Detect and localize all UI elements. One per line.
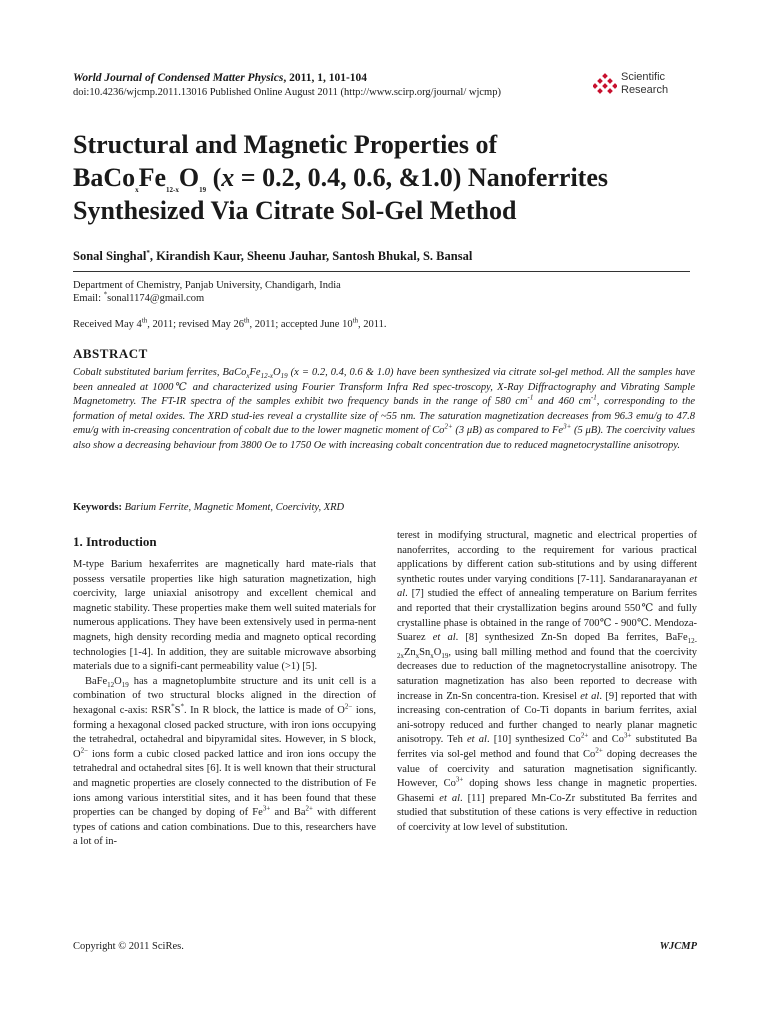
journal-pages: , 2011, 1, 101-104 (283, 72, 368, 84)
publisher-logo (593, 70, 703, 100)
section-heading-introduction: 1. Introduction (73, 534, 157, 549)
title-line-3: Synthesized Via Citrate Sol-Gel Method (73, 196, 517, 225)
journal-citation (73, 72, 367, 84)
keywords-label: Keywords: (73, 502, 122, 513)
abstract-text: Cobalt substituted barium ferrites, $BaCo_xFe_{12-x}O_{19}$ (x = 0.2, 0.4, 0.6 & 1.0) have been synthesized via citrate sol-gel method. All the samples have been annealed at 1000℃ and characterized using Fourier Transform Infra Red spec-troscopy, X-Ray Diffractography and Vibrating Sample Magnetometry. The FT-IR spectra of the samples exhibit two frequency bands in the range of 580 $cm^{-1}$ and 460 $cm^{-1}$, corresponding to the formation of metal oxides. The XRD stud-ies reveal a crystallite size of ~55 nm. The saturation magnetization decreases from 96.3 emu/g to 47.8 emu/g with in-creasing concentration of cobalt due to the lower magnetic moment of $Co^{2+}$ (3 μB) as compared to $Fe^{3+}$ (5 μB). The coercivity values also show a decreasing behaviour from 3800 Oe to 1750 Oe with increasing cobalt concentration due to reduced magnetocrystalline anisotropy. (73, 367, 696, 451)
column-right (397, 529, 697, 835)
doi-line: doi:10.4236/wjcmp.2011.13016 Published Online August 2011 (http://www.scirp.org/journal/ wjcmp) (73, 87, 501, 98)
publisher-logo-icon (593, 73, 617, 97)
affiliation: Department of Chemistry, Panjab University, Chandigarh, India (73, 280, 341, 291)
authors: Sonal Singhal*, Kirandish Kaur, Sheenu Jauhar, Santosh Bhukal, S. Bansal (73, 248, 473, 263)
column-left (73, 558, 376, 850)
footer-copyright: Copyright © 2011 SciRes. (73, 941, 184, 952)
affiliation-block (73, 279, 341, 305)
paragraph-2: $BaFe_{12}O_{19}$ has a magnetoplumbite structure and its unit cell is a combination of two structural blocks aligned in the direction of hexagonal c-axis: RSR*S*. In R block, the lattice is made of $O^{2-}$ ions, forming a hexagonal closed packed structure, with iron ions occupying the tetrahedral, octahedral and bipyramidal sites. However, in S block, $O^{2-}$ ions form a cubic closed packed lattice and iron ions occupy the tetrahedral and octahedral sites [6]. It is well known that their structural and magnetic properties are closely connected to the distribution of Fe ions among various interstitial sites, and it has been found that these properties can be changed by doping of $Fe^{3+}$ and $Ba^{2+}$ with different types of cations and cation combinations. Due to this, researchers have a lot of in- (73, 675, 377, 848)
abstract-heading: ABSTRACT (73, 346, 148, 361)
title-line-1: Structural and Magnetic Properties of (73, 130, 498, 159)
keywords-list: Barium Ferrite, Magnetic Moment, Coercivity, XRD (122, 502, 345, 513)
divider (73, 271, 690, 272)
footer-journal-abbrev: WJCMP (659, 941, 697, 952)
paragraph-1: M-type Barium hexaferrites are magnetically hard mate-rials that possess versatile properties like high saturation magnetization, high coercivity, large uniaxial anisotropy and excellent chemical and magnetic stability. These properties make them well suited materials for numerous applications. They have been extensively used in perma-nent magnets, high density recording media and magneto optical recording technologies [1-4]. In addition, they are suitable microwave absorbing materials due to a signifi-cant permeability value (>1) [5]. (73, 559, 376, 673)
paragraph-3: terest in modifying structural, magnetic and electrical properties of nanoferrites, according to the requirement for various practical applications by different cation sub-stitutions and by using different synthetic routes under varying conditions [7-11]. Sandaranarayanan et al. [7] studied the effect of annealing temperature on Barium ferrites and reported that their crystallization begins around 550℃ and fully crystalline phase is obtained in the range of 700℃ - 900℃. Mendoza-Suarez et al. [8] synthesized Zn-Sn doped Ba ferrites, $BaFe_{12-2x}Zn_xSn_xO_{19}$, using ball milling method and found that the coercivity decreases due to reduction of the magnetocrystalline anisotropy. The saturation magnetization has also been reported to decrease with increase in Zn-Sn concentra-tion. Kresisel et al. [9] reported that with increasing con-centration of Co-Ti dopants in barium ferrites, axial ani-sotropy reduced and further changed to nearly planar magnetic anisotropy. Teh et al. [10] synthesized $Co^{2+}$ and $Co^{3+}$ substituted Ba ferrites via sol-gel method and found that $Co^{2+}$ doping decreases the value of coercivity and saturation magnetisation significantly. However, $Co^{3+}$ doping shows less change in magnetic properties. Ghasemi et al. [11] prepared Mn-Co-Zr substituted Ba ferrites and studied that substitution of these cations is very effective in reduction of coercivity at low level of substitution. (397, 530, 698, 833)
title-line-2: $BaCo_xFe_{12-x}O_{19}$ (x = 0.2, 0.4, 0.6, &1.0) Nanoferrites (73, 163, 608, 195)
publisher-name: Scientific Research (621, 71, 669, 96)
received-dates: Received May 4th, 2011; revised May 26th, 2011; accepted June 10th, 2011. (73, 316, 387, 330)
article-title (73, 128, 713, 227)
journal-name: World Journal of Condensed Matter Physics (73, 72, 284, 84)
keywords (73, 502, 344, 513)
email: Email: *sonal1174@gmail.com (73, 290, 205, 304)
